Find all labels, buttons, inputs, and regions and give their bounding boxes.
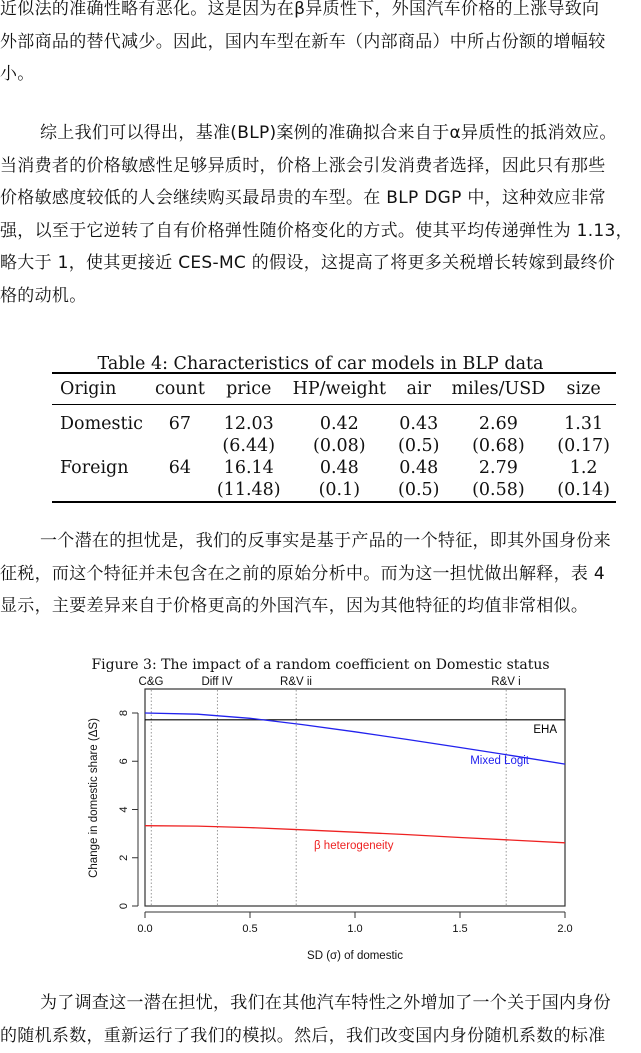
x-axis-label: SD (σ) of domestic [307, 950, 403, 962]
col-header: HP/weight [292, 379, 386, 399]
vline-label-cg: C&G [138, 676, 164, 688]
col-header: Origin [60, 379, 117, 399]
cell: (0.08) [313, 436, 366, 456]
col-header: count [154, 379, 205, 399]
svg-text:1.5: 1.5 [452, 923, 468, 935]
text-line: 征税，而这个特征并未包含在之前的原始分析中。而为这一担忧做出解释，表 4 [0, 563, 606, 584]
col-header: miles/USD [451, 379, 546, 399]
cell: 1.31 [564, 414, 604, 434]
y-axis-label: Change in domestic share (ΔS) [88, 718, 100, 878]
cell: Foreign [60, 458, 129, 478]
cell: 67 [168, 414, 192, 434]
cell: 2.69 [478, 414, 518, 434]
cell [52, 479, 149, 502]
paragraph-2 [0, 117, 641, 312]
text-line: 强，以至于它逆转了自有价格弹性随价格变化的方式。使其平均传递弹性为 1.13， [0, 220, 633, 241]
table-row [52, 457, 616, 479]
svg-text:0.0: 0.0 [137, 923, 153, 935]
paragraph-4 [0, 987, 641, 1052]
svg-text:6: 6 [118, 758, 130, 765]
text-line: 外部商品的替代减少。因此，国内车型在新车（内部商品）中所占份额的增幅较 [0, 31, 606, 52]
text-line: 略大于 1，使其更接近 CES-MC 的假设，这提高了将更多关税增长转嫁到最终价 [0, 253, 616, 273]
text-line: 的随机系数，重新运行了我们的模拟。然后，我们改变国内身份随机系数的标准 [0, 1025, 606, 1046]
characteristics-table [52, 372, 616, 503]
figure-3-chart [80, 668, 600, 968]
cell: 2.79 [478, 458, 518, 478]
cell [149, 479, 211, 502]
x-axis [137, 912, 572, 935]
cell: 0.43 [399, 414, 439, 434]
cell: 12.03 [223, 414, 274, 434]
cell: (0.58) [472, 480, 525, 500]
cell: (0.17) [557, 436, 610, 456]
text-line: 价格敏感度较低的人会继续购买最昂贵的车型。在 BLP DGP 中，这种效应非常 [0, 188, 606, 208]
figure-title: Figure 3: The impact of a random coefficient on Domestic status [91, 657, 550, 673]
paragraph-1 [0, 0, 641, 91]
text-line: 格的动机。 [0, 285, 87, 306]
reference-lines [151, 690, 506, 905]
text-line: 小。 [0, 64, 35, 84]
cell: 0.42 [319, 414, 359, 434]
cell: (0.5) [398, 480, 440, 500]
text-line: 一个潜在的担忧是，我们的反事实是基于产品的一个特征，即其外国身份来 [40, 531, 611, 551]
col-header: air [406, 379, 431, 399]
eha-label: EHA [533, 724, 557, 736]
text-line: 综上我们可以得出，基准(BLP)案例的准确拟合来自于α异质性的抵消效应。 [40, 123, 617, 143]
cell: (6.44) [222, 436, 276, 456]
vline-label-diff-iv: Diff IV [201, 676, 233, 688]
cell: (0.1) [318, 480, 361, 500]
plot-frame [145, 689, 565, 906]
cell: 1.2 [569, 458, 598, 478]
beta-heterogeneity-label: β heterogeneity [314, 840, 394, 852]
cell: (0.5) [398, 436, 440, 456]
col-header: size [566, 379, 601, 399]
text-line: 近似法的准确性略有恶化。这是因为在β异质性下，外国汽车价格的上涨导致向 [0, 0, 600, 19]
vline-label-rv-ii: R&V ii [280, 676, 312, 688]
svg-text:8: 8 [118, 709, 130, 717]
table-header-row [52, 373, 616, 405]
cell: 0.48 [319, 458, 359, 478]
vline-labels [139, 676, 521, 688]
svg-text:2.0: 2.0 [557, 923, 573, 935]
table-row [52, 435, 616, 457]
cell: 16.14 [223, 458, 274, 478]
y-axis [118, 710, 138, 909]
col-header: price [226, 379, 272, 399]
text-line: 显示，主要差异来自于价格更高的外国汽车，因为其他特征的均值非常相似。 [0, 596, 589, 616]
table-row [52, 405, 616, 436]
cell [52, 435, 149, 457]
vline-label-rv-i: R&V i [491, 676, 521, 688]
text-line: 当消费者的价格敏感性足够异质时，价格上涨会引发消费者选择，因此只有那些 [0, 155, 606, 176]
mixed-logit-label: Mixed Logit [470, 755, 529, 767]
cell: (0.14) [557, 480, 610, 500]
svg-text:0.5: 0.5 [242, 923, 258, 935]
svg-text:1.0: 1.0 [347, 923, 363, 935]
cell: 64 [168, 458, 192, 478]
table-row [52, 479, 616, 502]
cell: 0.48 [399, 458, 439, 478]
svg-text:4: 4 [118, 806, 130, 813]
table-caption: Table 4: Characteristics of car models in BLP data [97, 354, 544, 374]
svg-text:0: 0 [118, 902, 130, 910]
paragraph-3 [0, 525, 641, 623]
cell [149, 435, 211, 457]
cell: (11.48) [216, 480, 281, 500]
text-line: 为了调查这一潜在担忧，我们在其他汽车特性之外增加了一个关于国内身份 [40, 993, 611, 1013]
cell: (0.68) [472, 436, 525, 456]
svg-text:2: 2 [118, 854, 130, 861]
cell: Domestic [60, 414, 143, 434]
